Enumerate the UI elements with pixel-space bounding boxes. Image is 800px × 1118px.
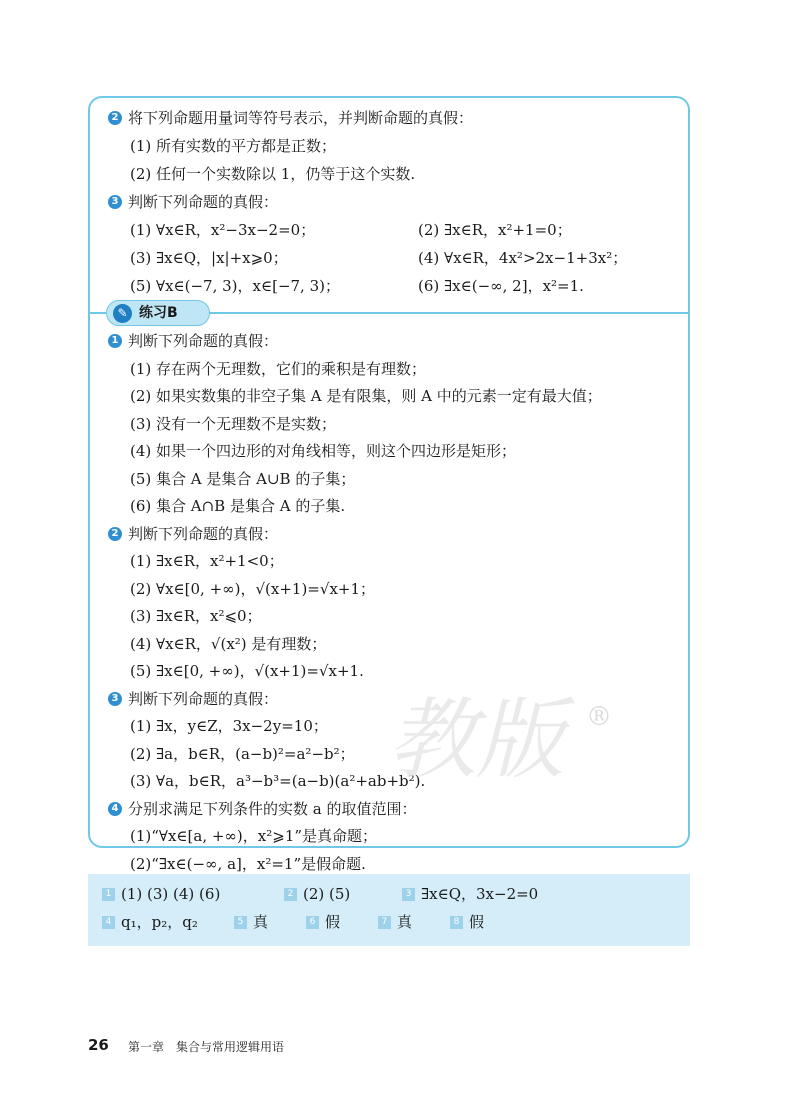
answer-row: [102, 880, 682, 908]
answer-item: [234, 908, 268, 936]
question-number-badge: 3: [108, 692, 122, 706]
answer-number-badge: 2: [284, 888, 297, 901]
question-text: 判断下列命题的真假：: [128, 332, 279, 350]
question-text: 判断下列命题的真假：: [128, 524, 279, 543]
answer-text: 真: [397, 913, 413, 931]
page-number: 26: [88, 1036, 109, 1054]
answer-key: [88, 874, 690, 946]
answer-item: [102, 880, 220, 908]
answer-text: 假: [325, 913, 341, 931]
question-3-stem: [108, 188, 678, 216]
answer-item: [102, 908, 198, 936]
question-item: (2)“∃x∈(−∞, a]，x²=1”是假命题.: [130, 854, 366, 873]
answer-text: (2) (5): [303, 885, 351, 903]
answer-item: [284, 880, 350, 908]
answer-text: (1) (3) (4) (6): [121, 885, 221, 903]
pencil-globe-icon: ✎: [113, 304, 132, 323]
answer-number-badge: 1: [102, 888, 115, 901]
exercise-b-badge: [106, 300, 210, 326]
registered-mark: ®: [586, 702, 612, 732]
question-item: (2) ∃x∈R，x²+1=0；: [418, 221, 572, 239]
question-item-pair: [108, 272, 678, 300]
answer-text: 真: [253, 913, 269, 931]
answer-text: q₁，p₂，q₂: [121, 913, 198, 931]
question-item: (1) 所有实数的平方都是正数；: [130, 137, 337, 155]
question-1-stem: [108, 328, 678, 356]
question-item: (3) 没有一个无理数不是实数；: [130, 414, 337, 433]
answer-text: 假: [469, 913, 485, 931]
answer-item: [378, 908, 412, 936]
question-item: (5) 集合 A 是集合 A∪B 的子集；: [130, 469, 356, 488]
question-item: (4) ∀x∈R，√(x²) 是有理数；: [130, 634, 327, 653]
answer-item: [450, 908, 484, 936]
question-2-stem: [108, 521, 678, 549]
question-item: (4) 如果一个四边形的对角线相等，则这个四边形是矩形；: [130, 442, 517, 460]
question-item: (6) 集合 A∩B 是集合 A 的子集.: [130, 497, 346, 515]
question-item-pair: [108, 244, 678, 272]
question-item: (1) ∃x，y∈Z，3x−2y=10；: [130, 717, 328, 735]
question-4-stem: [108, 796, 678, 824]
question-item: (3) ∃x∈R，x²⩽0；: [130, 607, 262, 625]
answer-number-badge: 7: [378, 916, 391, 929]
question-item: (1)“∀x∈[a, +∞)，x²⩾1”是真命题；: [130, 827, 378, 845]
question-item-pair: [108, 216, 678, 244]
question-item: (2) 如果实数集的非空子集 A 是有限集，则 A 中的元素一定有最大值；: [130, 387, 602, 405]
answer-number-badge: 5: [234, 916, 247, 929]
question-item: (5) ∀x∈(−7, 3)，x∈[−7, 3)；: [130, 277, 340, 295]
answer-number-badge: 4: [102, 916, 115, 929]
answer-item: [306, 908, 340, 936]
answer-text: ∃x∈Q，3x−2=0: [421, 885, 539, 903]
question-item: (3) ∃x∈Q，|x|+x⩾0；: [130, 249, 288, 267]
question-text: 判断下列命题的真假：: [128, 193, 279, 211]
question-item: (1) 存在两个无理数，它们的乘积是有理数；: [130, 359, 427, 378]
exercise-a-continuation: [108, 104, 678, 300]
question-item: (2) 任何一个实数除以 1，仍等于这个实数.: [130, 165, 416, 183]
question-item: (4) ∀x∈R，4x²>2x−1+3x²；: [418, 249, 628, 267]
answer-number-badge: 8: [450, 916, 463, 929]
question-number-badge: 2: [108, 527, 122, 541]
question-item: (2) ∃a，b∈R，(a−b)²=a²−b²；: [130, 744, 355, 763]
question-number-badge: 1: [108, 334, 122, 348]
question-item: (2) ∀x∈[0, +∞)，√(x+1)=√x+1；: [130, 579, 376, 598]
answer-item: [402, 880, 538, 908]
question-item: (5) ∃x∈[0, +∞)，√(x+1)=√x+1.: [130, 662, 364, 680]
chapter-title: 第一章 集合与常用逻辑用语: [128, 1040, 285, 1054]
question-item: (1) ∀x∈R，x²−3x−2=0；: [130, 221, 316, 239]
answer-row: [102, 908, 682, 936]
question-number-badge: 4: [108, 802, 122, 816]
question-item: (3) ∀a，b∈R，a³−b³=(a−b)(a²+ab+b²).: [130, 772, 426, 790]
question-text: 分别求满足下列条件的实数 a 的取值范围：: [128, 799, 417, 818]
question-item: (6) ∃x∈(−∞, 2]，x²=1.: [418, 277, 584, 295]
question-text: 将下列命题用量词等符号表示，并判断命题的真假：: [128, 109, 474, 127]
question-number-badge: 3: [108, 195, 122, 209]
question-text: 判断下列命题的真假：: [128, 689, 279, 708]
answer-number-badge: 3: [402, 888, 415, 901]
question-2-stem: [108, 104, 678, 132]
answer-number-badge: 6: [306, 916, 319, 929]
question-number-badge: 2: [108, 111, 122, 125]
question-item: (1) ∃x∈R，x²+1<0；: [130, 552, 284, 570]
exercise-b-title: 练习B: [139, 305, 178, 321]
publisher-watermark: 教版: [388, 688, 565, 791]
